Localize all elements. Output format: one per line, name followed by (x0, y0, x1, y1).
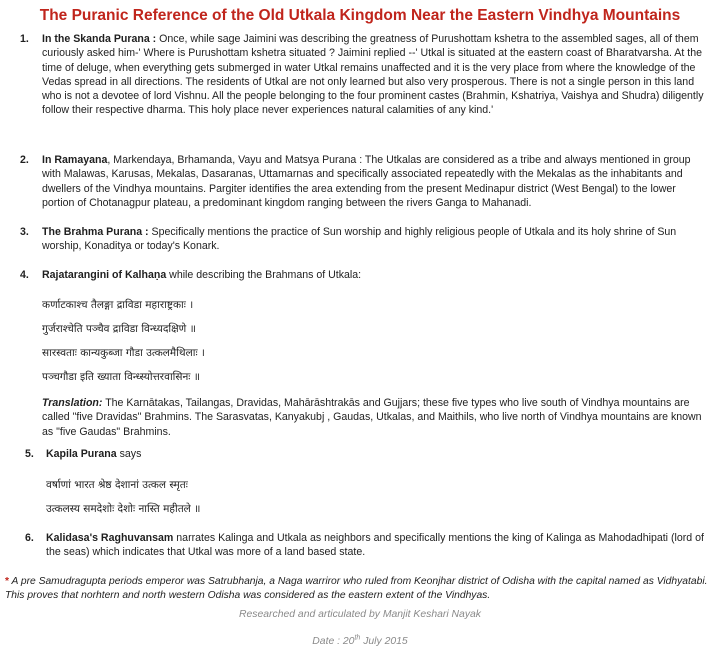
item-heading: In Ramayana (42, 154, 108, 166)
item-heading: Rajatarangini of Kalhaṇa (42, 269, 167, 281)
page-title: The Puranic Reference of the Old Utkala Kingdom Near the Eastern Vindhya Mountains (39, 7, 681, 24)
item-number: 4. (20, 269, 29, 281)
date-line (0, 635, 720, 649)
date-suffix: th (354, 634, 361, 642)
asterisk-icon: * (5, 576, 10, 587)
date-label: Date : 20 (312, 636, 355, 647)
item-heading: Kalidasa's Raghuvansam (46, 532, 174, 544)
item-text: while describing the Brahmans of Utkala: (166, 269, 362, 281)
list-item-rajatarangini (20, 268, 706, 282)
sanskrit-verse: वर्षाणां भारत श्रेष्ठ देशानां उत्कल स्मृतः (46, 479, 188, 491)
item-number: 3. (20, 226, 29, 238)
translation-label: Translation: (42, 397, 103, 409)
item-text: Specifically mentions the practice of Sun worship and highly religious people of Utkala and its holy shrine of Sun worship, Konaditya or today's Konark. (42, 226, 677, 253)
author-credit: Researched and articulated by Manjit Keshari Nayak (239, 609, 481, 620)
item-text: Once, while sage Jaimini was describing the greatness of Purushottam kshetra to the assembled sages, all of them curiously asked him-' Where is Purushottam kshetra situated ? Jaimini replied --' Utkal is situated at the eastern coast of Bharatvarsha. At the time of deluge, when everything gets submerged in water Utkal remains unaffected and it is the very place from where the knowledge of the Vedas spread in all directions. The residents of Utkal are not only learned but also very prosperous. There is not a single person in this land who is not a devotee of lord Vishnu. All the people belonging to the four prominent castes (Brahmin, Kshatriya, Vaishya and Shudra) diligently follow their respective dharma. This holy place never experiences natural calamities of any kind.' (42, 33, 704, 117)
list-item-raghuvansam (20, 531, 706, 560)
list-item-brahma (20, 225, 706, 254)
list-item-skanda (20, 32, 706, 118)
footnote (5, 575, 717, 602)
sanskrit-verse: उत्कलस्य समदेशोः देशोः नास्ति महीतले ॥ (46, 503, 201, 515)
item-number: 1. (20, 33, 29, 45)
footnote-text: A pre Samudragupta periods emperor was Satrubhanja, a Naga warriror who ruled from Keonjhar district of Odisha with the capital named as Vidhyatabi. This proves that norhtern and north western Odisha was considered as the eastern extent of the Vindhyas. (5, 576, 708, 601)
sanskrit-verse: पञ्चगौडा इति ख्याता विन्ध्स्योत्तरवासिनः ॥ (42, 371, 201, 383)
item-text: , Markendaya, Brhamanda, Vayu and Matsya Purana : The Utkalas are considered as a tribe and always mentioned in group with Malawas, Karusas, Mekalas, Dasaranas, Uttamarnas and specifically associated repeatedly with the Mekalas as the inhabitants and dwellers of the Vindhya mountains. Pargiter identifies the area extending from the present Medinapur district (West Bengal) to the lower portion of Chotanagpur plateau, a predominant kingdom ranging between the rivers Ganga to Mahanadi. (42, 154, 691, 209)
sanskrit-verse: गुर्जराश्चेति पञ्चैव द्राविडा विन्ध्यदक्षिणे ॥ (42, 323, 196, 335)
item-number: 5. (25, 448, 34, 460)
sanskrit-verse: कर्णाटकाश्च तैलङ्गा द्राविडा महाराष्ट्रकाः । (42, 299, 194, 311)
item-heading: In the Skanda Purana : (42, 33, 157, 45)
item-number: 2. (20, 154, 29, 166)
list-item-ramayana (20, 153, 706, 210)
item-text: says (116, 448, 142, 460)
translation-paragraph (42, 396, 706, 439)
sanskrit-verse: सारस्वताः कान्यकुब्जा गौडा उत्कलमैथिलाः । (42, 347, 205, 359)
item-heading: The Brahma Purana : (42, 226, 149, 238)
item-heading: Kapila Purana (46, 448, 117, 460)
item-text: narrates Kalinga and Utkala as neighbors and specifically mentions the king of Kalinga as Mahodadhipati (lord of the seas) which indicates that Utkal was more of a land based state. (46, 532, 704, 559)
item-number: 6. (25, 532, 34, 544)
list-item-kapila (20, 447, 706, 461)
translation-text: The Karnātakas, Tailangas, Dravidas, Mahārāshtrakās and Gujjars; these five types who live south of Vindhya mountains are called "five Dravidas" Brahmins. The Sarasvatas, Kanyakubj , Gaudas, Utkalas, and Maithils, who live north of Vindhya mountains are known as "five Gaudas" Brahmins. (42, 397, 702, 438)
date-rest: July 2015 (360, 636, 408, 647)
